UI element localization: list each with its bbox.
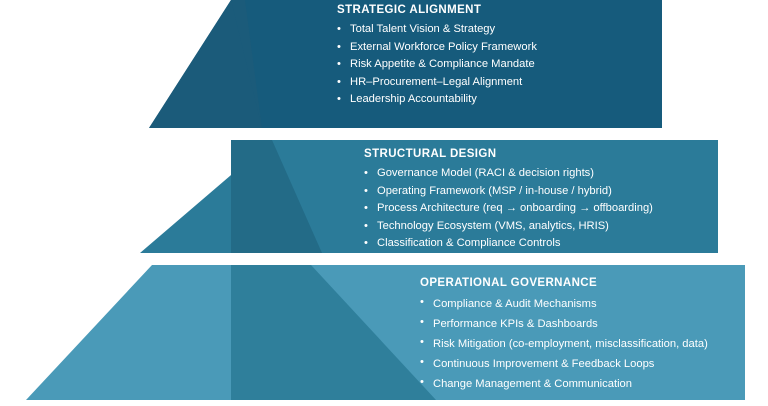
bullet-icon: • [364, 167, 368, 179]
list-item-label: Continuous Improvement & Feedback Loops [433, 358, 655, 370]
list-item [364, 183, 653, 201]
list-item [337, 56, 537, 74]
list-item [364, 200, 653, 218]
bullet-icon: • [337, 23, 341, 35]
tier-2-list [364, 165, 653, 253]
tier-3-title: OPERATIONAL GOVERNANCE [420, 277, 598, 289]
list-item-label: Risk Appetite & Compliance Mandate [350, 58, 535, 70]
list-item-label: Governance Model (RACI & decision rights) [377, 167, 595, 179]
list-item-label: Performance KPIs & Dashboards [433, 318, 598, 330]
list-item-label: Total Talent Vision & Strategy [350, 23, 496, 35]
bullet-icon: • [420, 296, 424, 308]
list-item-label: Technology Ecosystem (VMS, analytics, HRIS) [377, 219, 609, 232]
list-item [337, 39, 537, 57]
tier-1-title: STRATEGIC ALIGNMENT [337, 4, 482, 16]
list-item-label: Operating Framework (MSP / in-house / hybrid) [377, 184, 612, 197]
list-item [420, 334, 708, 354]
list-item-label: Change Management & Communication [433, 378, 632, 390]
bullet-icon: • [337, 75, 341, 88]
bullet-icon: • [364, 184, 368, 197]
bullet-icon: • [337, 58, 341, 70]
list-item-label: Classification & Compliance Controls [377, 237, 561, 249]
bullet-icon: • [364, 202, 368, 214]
list-item [420, 294, 708, 314]
bullet-icon: • [337, 40, 341, 53]
list-item [364, 235, 653, 253]
list-item [337, 21, 537, 39]
tier-1-content [337, 4, 537, 109]
list-item-label: Process Architecture (req → onboarding → offboarding) [377, 202, 653, 214]
tier-2-content [364, 148, 653, 253]
bullet-icon: • [364, 219, 368, 232]
tier-3-content [420, 277, 708, 394]
bullet-icon: • [337, 93, 341, 105]
list-item [337, 91, 537, 109]
list-item [420, 374, 708, 394]
list-item [337, 74, 537, 92]
tier-3-list [420, 294, 708, 394]
tier-1-list [337, 21, 537, 109]
list-item [420, 354, 708, 374]
list-item [364, 165, 653, 183]
bullet-icon: • [420, 376, 424, 388]
bullet-icon: • [420, 316, 424, 328]
tier-3-left-face [26, 265, 231, 400]
list-item [420, 314, 708, 334]
tier-2-title: STRUCTURAL DESIGN [364, 148, 497, 160]
list-item-label: Compliance & Audit Mechanisms [433, 298, 597, 310]
list-item-label: External Workforce Policy Framework [350, 40, 537, 53]
bullet-icon: • [420, 356, 424, 368]
list-item-label: Risk Mitigation (co-employment, misclassification, data) [433, 338, 708, 350]
bullet-icon: • [420, 336, 424, 348]
list-item-label: HR–Procurement–Legal Alignment [350, 75, 523, 88]
list-item [364, 218, 653, 236]
bullet-icon: • [364, 237, 368, 249]
list-item-label: Leadership Accountability [350, 93, 477, 105]
